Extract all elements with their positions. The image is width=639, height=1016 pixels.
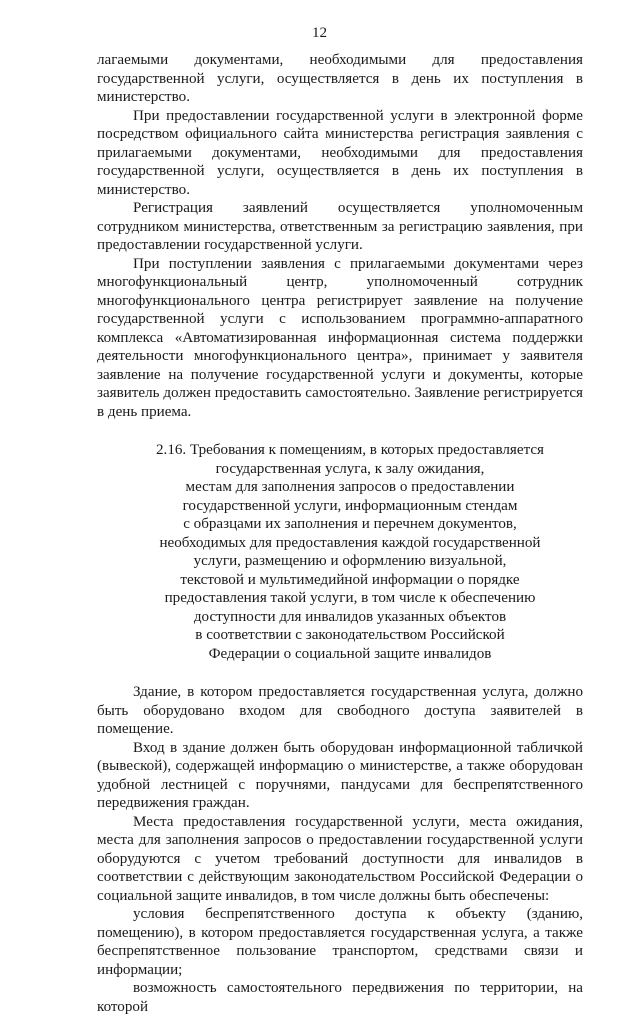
- page-number: 12: [311, 25, 328, 41]
- paragraph-accessibility-requirements: Места предоставления государственной услуги, места ожидания, места для заполнения запросов о предоставлении государственной услуги оборудуются с учетом требований доступности для инвалидов в соответствии с действующим законодательством Российской Федерации о социальной защите инвалидов, в том числе должны быть обеспечены:: [97, 813, 583, 904]
- heading-line: местам для заполнения запросов о предоставлении: [185, 479, 515, 495]
- section-heading-2-16: [97, 441, 583, 663]
- paragraph-independent-movement: возможность самостоятельного передвижения по территории, на которой: [97, 980, 583, 1015]
- heading-line: государственная услуга, к залу ожидания,: [215, 460, 485, 477]
- paragraph-electronic-registration: При предоставлении государственной услуги в электронной форме посредством официального сайта министерства регистрация заявления с прилагаемыми документами, необходимыми для предоставления государственной услуги, осуществляется в день их поступления в министерство.: [97, 107, 583, 198]
- heading-line: в соответствии с законодательством Российской: [195, 627, 505, 643]
- paragraph-registration-staff: Регистрация заявлений осуществляется уполномоченным сотрудником министерства, ответственным за регистрацию заявления, при предоставлении государственной услуги.: [97, 200, 583, 253]
- heading-line: необходимых для предоставления каждой государственной: [159, 534, 541, 551]
- paragraph-mfc-registration: При поступлении заявления с прилагаемыми документами через многофункциональный центр, уполномоченный сотрудник многофункционального центра регистрирует заявление на получение государственной услуги с использованием программно-аппаратного комплекса «Автоматизированная информационная система поддержки деятельности многофункционального центра», принимает у заявителя заявление на получение государственной услуги и документы, которые заявитель должен предоставить самостоятельно. Заявление регистрируется в день приема.: [97, 255, 583, 420]
- paragraph-entrance-sign: Вход в здание должен быть оборудован информационной табличкой (вывеской), содержащей информацию о министерстве, а также оборудован удобной лестницей с поручнями, пандусами для беспрепятственного передвижения граждан.: [97, 739, 583, 811]
- paragraph-unobstructed-access: условия беспрепятственного доступа к объекту (зданию, помещению), в котором предоставляется государственная услуга, а также беспрепятственное пользование транспортом, средствами связи и информации;: [97, 906, 583, 978]
- paragraph-continuation: лагаемыми документами, необходимыми для предоставления государственной услуги, осуществляется в день их поступления в министерство.: [97, 52, 583, 105]
- heading-line: доступности для инвалидов указанных объектов: [193, 608, 507, 625]
- heading-line: 2.16. Требования к помещениям, в которых предоставляется: [156, 442, 544, 458]
- heading-line: Федерации о социальной защите инвалидов: [208, 645, 492, 662]
- heading-line: с образцами их заполнения и перечнем документов,: [183, 516, 517, 532]
- heading-line: услуги, размещению и оформлению визуальной,: [193, 553, 507, 569]
- document-body: [97, 51, 583, 1016]
- heading-line: государственной услуги, информационным стендам: [182, 497, 518, 514]
- paragraph-building-entrance: Здание, в котором предоставляется государственная услуга, должно быть оборудовано входом для свободного доступа заявителей в помещение.: [97, 684, 583, 737]
- heading-line: предоставления такой услуги, в том числе к обеспечению: [164, 590, 536, 606]
- heading-line: текстовой и мультимедийной информации о порядке: [180, 571, 520, 588]
